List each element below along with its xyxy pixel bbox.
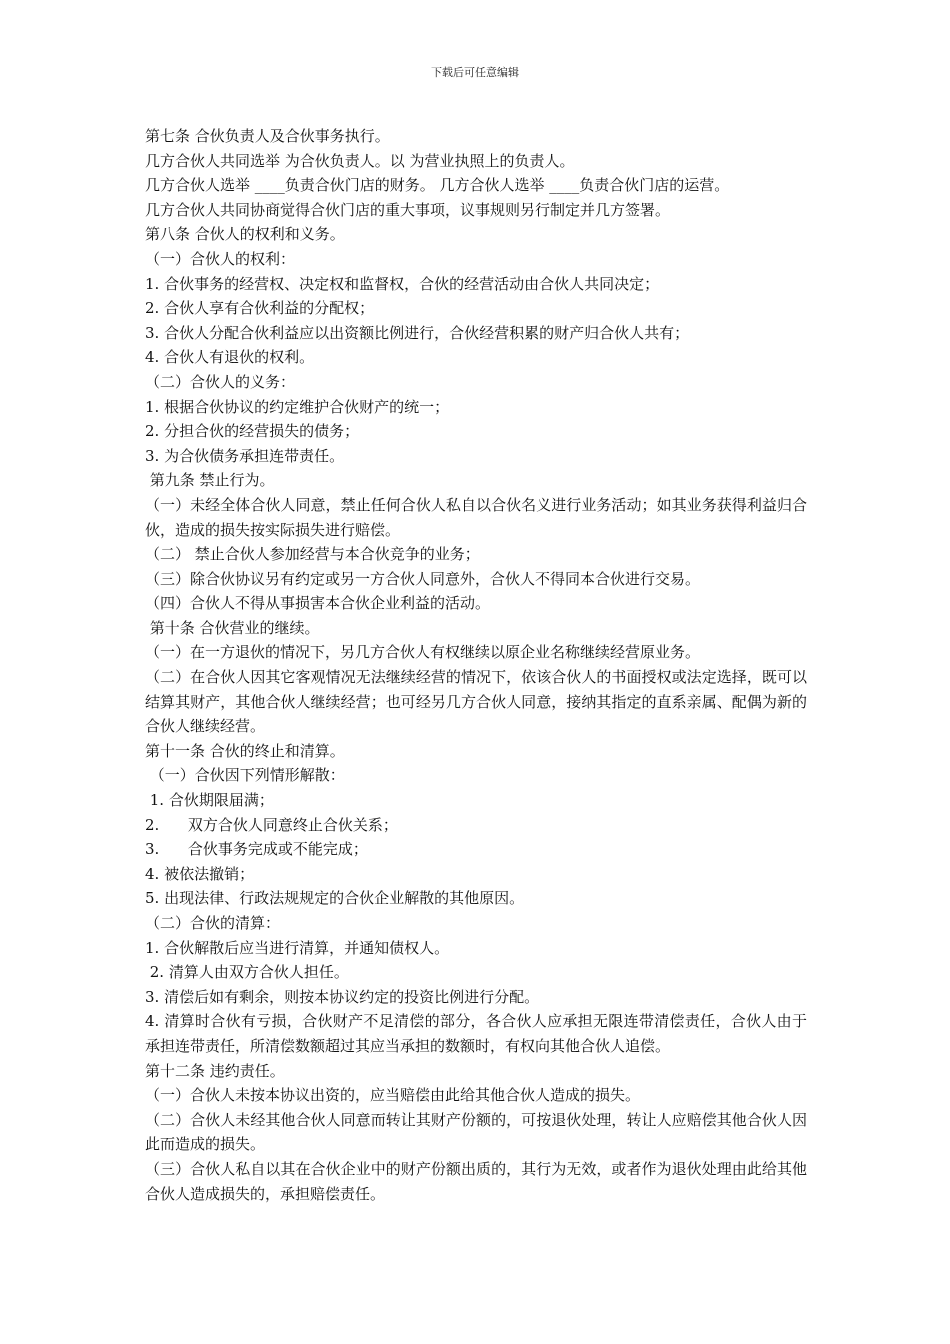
text-line: 1. 合伙事务的经营权、决定权和监督权，合伙的经营活动由合伙人共同决定； [145,274,660,293]
article-11-heading: 第十一条 合伙的终止和清算。 [145,741,345,760]
text-line: （二） 禁止合伙人参加经营与本合伙竞争的业务； [145,545,480,564]
text-line: （三）除合伙协议另有约定或另一方合伙人同意外，合伙人不得同本合伙进行交易。 [145,569,701,588]
text-line: 1. 合伙解散后应当进行清算，并通知债权人。 [145,938,450,957]
text-line: 1. 根据合伙协议的约定维护合伙财产的统一； [145,397,450,416]
text-line: （一）合伙人未按本协议出资的，应当赔偿由此给其他合伙人造成的损失。 [145,1086,641,1105]
text-line: 4. 合伙人有退伙的权利。 [145,348,315,367]
document-body [145,124,807,1206]
page-header: 下载后可任意编辑 [431,66,519,79]
text-line: 几方合伙人共同选举 为合伙负责人。以 为营业执照上的负责人。 [145,151,575,170]
article-8-heading: 第八条 合伙人的权利和义务。 [145,225,345,244]
text-paragraph: （二）合伙人未经其他合伙人同意而转让其财产份额的，可按退伙处理，转让人应赔偿其他合伙人因此而造成的损失。 [145,1110,807,1154]
text-line: （二）合伙人的义务： [145,372,296,391]
text-line: 1. 合伙期限届满； [145,791,274,810]
text-line: 3. 合伙事务完成或不能完成； [145,840,368,859]
text-line: 几方合伙人共同协商觉得合伙门店的重大事项，议事规则另行制定并几方签署。 [145,200,671,219]
text-paragraph: 4. 清算时合伙有亏损，合伙财产不足清偿的部分，各合伙人应承担无限连带清偿责任，合伙人由于承担连带责任，所清偿数额超过其应当承担的数额时，有权向其他合伙人追偿。 [145,1012,807,1055]
text-line: （一）合伙因下列情形解散： [145,766,345,785]
text-line: 5. 出现法律、行政法规规定的合伙企业解散的其他原因。 [145,889,525,908]
text-line: 2. 分担合伙的经营损失的债务； [145,422,360,441]
text-paragraph: （三）合伙人私自以其在合伙企业中的财产份额出质的，其行为无效，或者作为退伙处理由此给其他合伙人造成损失的，承担赔偿责任。 [145,1159,807,1203]
article-10-heading: 第十条 合伙营业的继续。 [145,618,320,637]
text-line: 几方合伙人选举 ____负责合伙门店的财务。 几方合伙人选举 ____负责合伙门店的运营。 [145,176,730,195]
text-line: 3. 清偿后如有剩余，则按本协议约定的投资比例进行分配。 [145,987,540,1006]
text-line: 2. 双方合伙人同意终止合伙关系； [145,815,398,834]
text-line: 3. 为合伙债务承担连带责任。 [145,446,345,465]
text-line: （四）合伙人不得从事损害本合伙企业利益的活动。 [145,594,491,613]
text-line: （一）在一方退伙的情况下，另几方合伙人有权继续以原企业名称继续经营原业务。 [145,643,701,662]
text-line: 3. 合伙人分配合伙利益应以出资额比例进行，合伙经营积累的财产归合伙人共有； [145,323,690,342]
article-9-heading: 第九条 禁止行为。 [145,471,275,490]
text-paragraph: （一）未经全体合伙人同意，禁止任何合伙人私自以合伙名义进行业务活动；如其业务获得利益归合伙，造成的损失按实际损失进行赔偿。 [145,495,807,539]
article-7-heading: 第七条 合伙负责人及合伙事务执行。 [145,127,390,145]
article-12-heading: 第十二条 违约责任。 [145,1061,285,1080]
text-line: 2. 合伙人享有合伙利益的分配权； [145,299,375,318]
text-line: （一）合伙人的权利： [145,249,296,268]
text-line: 2. 清算人由双方合伙人担任。 [145,963,349,982]
text-line: （二）合伙的清算： [145,914,281,932]
text-line: 4. 被依法撤销； [145,864,255,883]
text-paragraph: （二）在合伙人因其它客观情况无法继续经营的情况下，依该合伙人的书面授权或法定选择，既可以结算其财产，其他合伙人继续经营；也可经另几方合伙人同意，接纳其指定的直系亲属、配偶为新的合伙人继续经营。 [145,668,807,736]
